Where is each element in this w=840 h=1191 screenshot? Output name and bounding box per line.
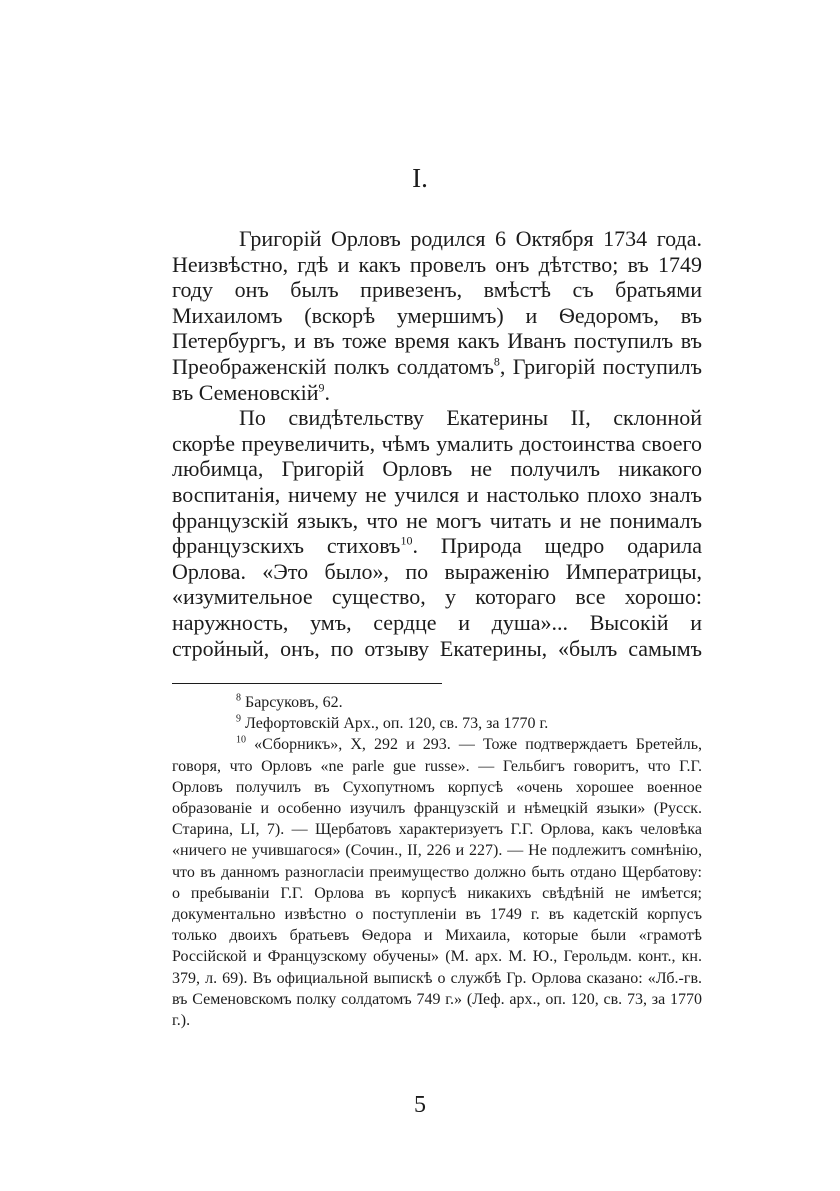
footnote-text: Барсуковъ, 62. bbox=[241, 694, 343, 711]
paragraph-2-text-a: По свидѣтельству Екатерины II, склонной скорѣе преувеличить, чѣмъ умалить достоинства своего любимца, Григорій Орловъ не получилъ никакого воспитанія, ничему не учился и настолько плохо зналъ французскій языкъ, что не могъ читать и не понималъ французскихъ стиховъ bbox=[172, 405, 702, 559]
page-number: 5 bbox=[414, 1092, 426, 1118]
footnote-ref-9: 9 bbox=[318, 380, 325, 395]
footnote-text: «Сборникъ», X, 292 и 293. — Тоже подтверждаетъ Бретейль, говоря, что Орловъ «ne parle gue russe». — Гельбигъ говоритъ, что Г.Г. Орловъ получилъ въ Сухопутномъ корпусѣ «очень хорошее военное образованіе и особенно изучилъ французскій и нѣмецкій языки» (Русск. Старина, LI, 7). — Щербатовъ характеризуетъ Г.Г. Орлова, какъ человѣка «ничего не учившагося» (Сочин., II, 226 и 227). — Не подлежитъ сомнѣнію, что въ данномъ разногласіи преимущество должно быть отдано Щербатову: о пребываніи Г.Г. Орлова въ корпусѣ никакихъ свѣдѣній не имѣется; документально извѣстно о поступленіи въ 1749 г. въ кадетскій корпусъ только двоихъ братьевъ Ѳедора и Михаила, которые были «грамотѣ Россійской и Французскому обучены» (М. арх. М. Ю., Герольдм. конт., кн. 379, л. 69). Въ официальной выпискѣ о службѣ Гр. Орлова сказано: «Лб.-гв. въ Семеновскомъ полку солдатомъ 749 г.» (Леф. арх., оп. 120, св. 73, за 1770 г.). bbox=[172, 736, 702, 1030]
footnote-8 bbox=[172, 692, 702, 713]
paragraph-2-text-b: . Природа щедро одарила Орлова. «Это было», по выраженію Императрицы, «изумительное существо, у котораго все хорошо: наружность, умъ, сердце и душа»... Высокій и стройный, онъ, по отзыву Екатерины, «былъ самымъ bbox=[172, 533, 702, 661]
paragraph-1 bbox=[172, 226, 702, 405]
paragraph-1-text-b: , Григорій поступилъ въ Семеновскій bbox=[172, 353, 702, 405]
footnote-mark: 10 bbox=[236, 735, 246, 747]
footnote-ref-10: 10 bbox=[400, 533, 413, 548]
footnote-ref-8: 8 bbox=[493, 354, 500, 369]
footnote-10 bbox=[172, 734, 702, 1031]
chapter-heading: I. bbox=[412, 163, 428, 193]
paragraph-1-text-c: . bbox=[324, 379, 330, 405]
paragraph-1-text-a: Григорій Орловъ родился 6 Октября 1734 года. Неизвѣстно, гдѣ и какъ провелъ онъ дѣтство; въ 1749 году онъ былъ привезенъ, вмѣстѣ съ братьями Михаиломъ (вскорѣ умершимъ) и Ѳедоромъ, въ Петербургъ, и въ тоже время какъ Иванъ поступилъ въ Преображенскій полкъ солдатомъ bbox=[172, 226, 702, 379]
footnote-mark: 9 bbox=[236, 713, 241, 725]
main-text bbox=[172, 226, 702, 661]
footnote-mark: 8 bbox=[236, 692, 241, 704]
footnote-9 bbox=[172, 713, 702, 734]
footnotes bbox=[172, 692, 702, 1031]
footnote-separator bbox=[172, 683, 442, 684]
footnote-text: Лефортовскій Арх., оп. 120, св. 73, за 1770 г. bbox=[241, 715, 549, 733]
paragraph-2 bbox=[172, 405, 702, 661]
